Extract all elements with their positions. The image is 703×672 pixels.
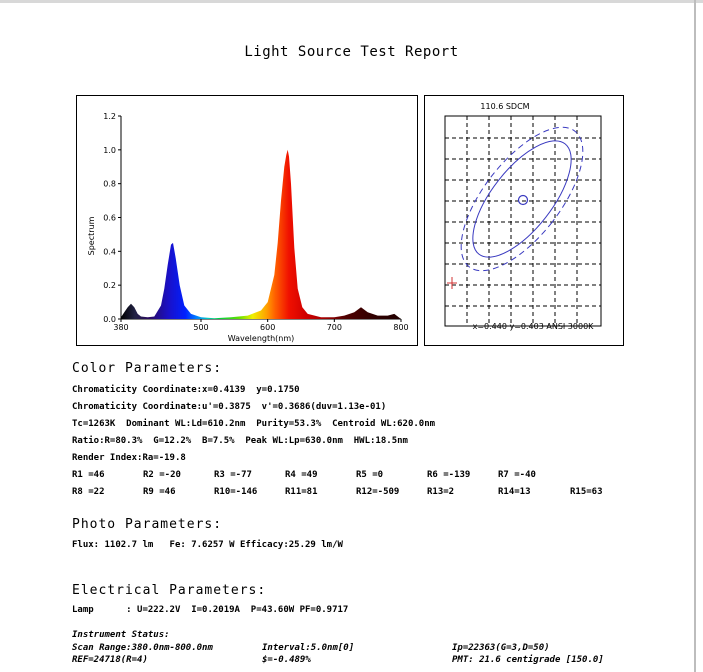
measured-point-cross bbox=[447, 277, 457, 289]
render-index-r10: R10=-146 bbox=[214, 487, 258, 497]
render-index-r9: R9 =46 bbox=[143, 487, 176, 497]
interval-text: Interval:5.0nm[0] bbox=[262, 643, 355, 653]
cie-grid bbox=[445, 116, 601, 326]
ip-text: Ip=22363(G=3,D=50) bbox=[452, 643, 550, 653]
spectrum-tick-labels bbox=[103, 112, 408, 332]
x-tick-label: 800 bbox=[393, 323, 409, 332]
electrical-parameters-line: Lamp : U=222.2V I=0.2019A P=43.60W PF=0.9717 bbox=[72, 605, 349, 615]
x-tick-label: 600 bbox=[260, 323, 276, 332]
cie-diagram bbox=[425, 96, 623, 345]
ansi-3000k-inner-ellipse bbox=[455, 125, 588, 272]
y-tick-label: 0.6 bbox=[103, 213, 116, 223]
photo-parameters-line: Flux: 1102.7 lm Fe: 7.6257 W Efficacy:25.29 lm/W bbox=[72, 540, 343, 550]
y-tick-label: 0.4 bbox=[103, 247, 116, 257]
cie-chromaticity-panel bbox=[424, 95, 624, 346]
render-index-r11: R11=81 bbox=[285, 487, 318, 497]
pmt-text: PMT: 21.6 centigrade [150.0] bbox=[452, 655, 604, 665]
render-index-r6: R6 =-139 bbox=[427, 470, 471, 480]
delta-text: $=-0.489% bbox=[262, 655, 311, 665]
cie-footer-text: x=0.440 y=0.403 ANSI 3000K bbox=[472, 322, 594, 331]
window-top-edge bbox=[0, 0, 703, 3]
render-index-r7: R7 =-40 bbox=[498, 470, 536, 480]
render-index-r14: R14=13 bbox=[498, 487, 531, 497]
spectrum-chart bbox=[77, 96, 417, 345]
ansi-3000k-outer-ellipse bbox=[439, 108, 605, 290]
color-param-line-3: Tc=1263K Dominant WL:Ld=610.2nm Purity=53.3% Centroid WL:620.0nm bbox=[72, 419, 436, 429]
instrument-status-label: Instrument Status: bbox=[72, 630, 170, 640]
render-index-r4: R4 =49 bbox=[285, 470, 318, 480]
render-index-r5: R5 =0 bbox=[356, 470, 384, 480]
target-point-marker bbox=[519, 196, 528, 205]
ref-text: REF=24718(R=4) bbox=[72, 655, 148, 665]
x-tick-label: 500 bbox=[193, 323, 209, 332]
color-parameters-title: Color Parameters: bbox=[72, 361, 223, 376]
photo-parameters-title: Photo Parameters: bbox=[72, 517, 223, 532]
report-title: Light Source Test Report bbox=[244, 44, 459, 60]
render-index-r3: R3 =-77 bbox=[214, 470, 252, 480]
spectrum-y-axis-label: Spectrum bbox=[87, 216, 96, 256]
y-tick-label: 0.0 bbox=[103, 315, 116, 324]
render-index-r15: R15=63 bbox=[570, 487, 603, 497]
render-index-r13: R13=2 bbox=[427, 487, 455, 497]
y-tick-label: 0.8 bbox=[103, 179, 116, 189]
x-tick-label: 700 bbox=[326, 323, 342, 332]
color-param-line-2: Chromaticity Coordinate:u'=0.3875 v'=0.3686(duv=1.13e-01) bbox=[72, 402, 387, 412]
spectrum-axes bbox=[121, 116, 401, 319]
y-tick-label: 1.2 bbox=[103, 112, 116, 121]
window-right-edge bbox=[694, 0, 696, 672]
render-index-r8: R8 =22 bbox=[72, 487, 105, 497]
spectrum-x-axis-label: Wavelength(nm) bbox=[227, 334, 295, 343]
render-index-line: Render Index:Ra=-19.8 bbox=[72, 453, 186, 463]
color-param-line-4: Ratio:R=80.3% G=12.2% B=7.5% Peak WL:Lp=630.0nm HWL:18.5nm bbox=[72, 436, 408, 446]
electrical-parameters-title: Electrical Parameters: bbox=[72, 583, 267, 598]
y-tick-label: 0.2 bbox=[103, 281, 116, 291]
render-index-r2: R2 =-20 bbox=[143, 470, 181, 480]
spectrum-area bbox=[121, 150, 401, 319]
render-index-r1: R1 =46 bbox=[72, 470, 105, 480]
y-tick-label: 1.0 bbox=[103, 145, 116, 155]
render-index-r12: R12=-509 bbox=[356, 487, 400, 497]
x-tick-label: 380 bbox=[113, 323, 129, 332]
spectrum-panel bbox=[76, 95, 418, 346]
color-param-line-1: Chromaticity Coordinate:x=0.4139 y=0.1750 bbox=[72, 385, 300, 395]
sdcm-caption: 110.6 SDCM bbox=[480, 102, 530, 111]
scan-range-text: Scan Range:380.0nm-800.0nm bbox=[72, 643, 213, 653]
